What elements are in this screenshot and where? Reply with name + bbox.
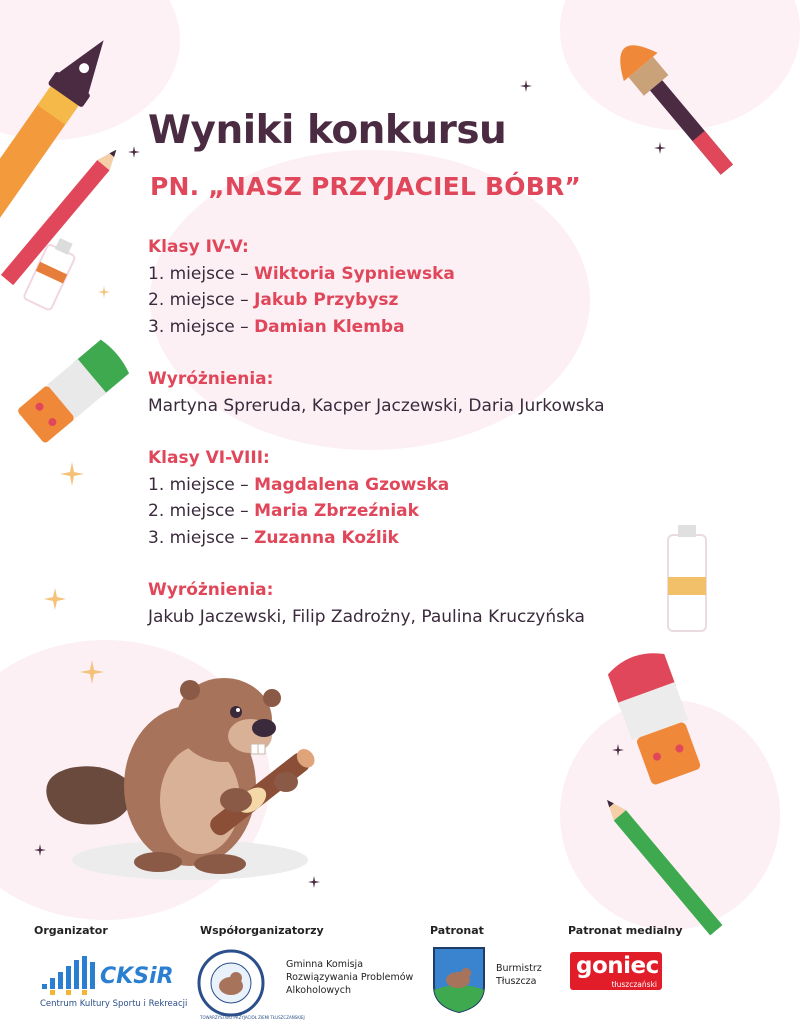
place-row xyxy=(148,525,718,552)
winner-name: Wiktoria Sypniewska xyxy=(254,263,455,284)
commission-name-line2: Rozwiązywania Problemów xyxy=(286,972,414,983)
honors-heading: Wyróżnienia: xyxy=(148,369,274,389)
coorganizers-label: Współorganizatorzy xyxy=(200,924,324,937)
paint-brush-icon xyxy=(0,330,130,470)
patron-name-line1: Burmistrz xyxy=(496,963,542,974)
winner-name: Maria Zbrzeźniak xyxy=(254,501,419,521)
place-label: 3. miejsce – xyxy=(148,527,255,548)
media-patron-label: Patronat medialny xyxy=(568,924,683,937)
place-label: 2. miejsce – xyxy=(148,290,255,310)
page-subtitle: PN. „NASZ PRZYJACIEL BÓBR” xyxy=(150,172,582,201)
cksir-logo-text: CKSiR xyxy=(100,964,174,989)
winner-name: Damian Klemba xyxy=(254,316,405,337)
patron-name-line2: Tłuszcza xyxy=(496,976,537,987)
society-seal-text: TOWARZYSTWO PRZYJACIÓŁ ZIEMI TŁUSZCZAŃSKIEJ xyxy=(200,1015,305,1020)
commission-name-line1: Gminna Komisja xyxy=(286,959,364,970)
honors-list: Martyna Spreruda, Kacper Jaczewski, Daria Jurkowska xyxy=(148,395,605,416)
results-list xyxy=(148,234,718,630)
paint-tube-icon xyxy=(10,238,90,328)
place-row xyxy=(148,287,718,314)
group-heading: Klasy IV-V: xyxy=(148,237,249,257)
winner-name: Zuzanna Koźlik xyxy=(254,527,399,548)
honors-heading: Wyróżnienia: xyxy=(148,580,274,600)
sparkle-icon xyxy=(60,462,84,486)
sparkle-icon xyxy=(612,744,624,756)
place-label: 2. miejsce – xyxy=(148,501,255,521)
place-row xyxy=(148,261,718,288)
sparkle-icon xyxy=(128,146,140,158)
winner-name: Magdalena Gzowska xyxy=(254,474,450,495)
organizer-label: Organizator xyxy=(34,924,108,937)
goniec-logo-subtext: tłuszczański xyxy=(611,980,657,989)
place-row xyxy=(148,498,718,525)
sparkle-icon xyxy=(44,588,66,610)
organizer-name: Centrum Kultury Sportu i Rekreacji xyxy=(40,999,188,1009)
place-label: 1. miejsce – xyxy=(148,474,255,495)
sparkle-icon xyxy=(520,80,532,92)
sponsors-footer xyxy=(0,912,728,1024)
honors-list: Jakub Jaczewski, Filip Zadrożny, Paulina Kruczyńska xyxy=(148,606,585,627)
sparkle-icon xyxy=(654,142,666,154)
winner-name: Jakub Przybysz xyxy=(254,290,399,310)
place-row xyxy=(148,314,718,341)
place-label: 3. miejsce – xyxy=(148,316,255,337)
beaver-illustration xyxy=(40,668,320,883)
goniec-logo-text: goniec xyxy=(576,953,659,979)
pencil-icon xyxy=(610,780,728,930)
place-label: 1. miejsce – xyxy=(148,263,255,284)
group-heading: Klasy VI-VIII: xyxy=(148,448,270,468)
patron-label: Patronat xyxy=(430,924,484,937)
goniec-logo xyxy=(570,952,662,990)
coat-of-arms-icon xyxy=(432,946,486,1014)
page-title: Wyniki konkursu xyxy=(148,108,507,153)
commission-name-line3: Alkoholowych xyxy=(286,985,352,996)
sparkle-icon xyxy=(98,286,110,298)
place-row xyxy=(148,472,718,499)
paint-brush-icon xyxy=(600,20,728,190)
